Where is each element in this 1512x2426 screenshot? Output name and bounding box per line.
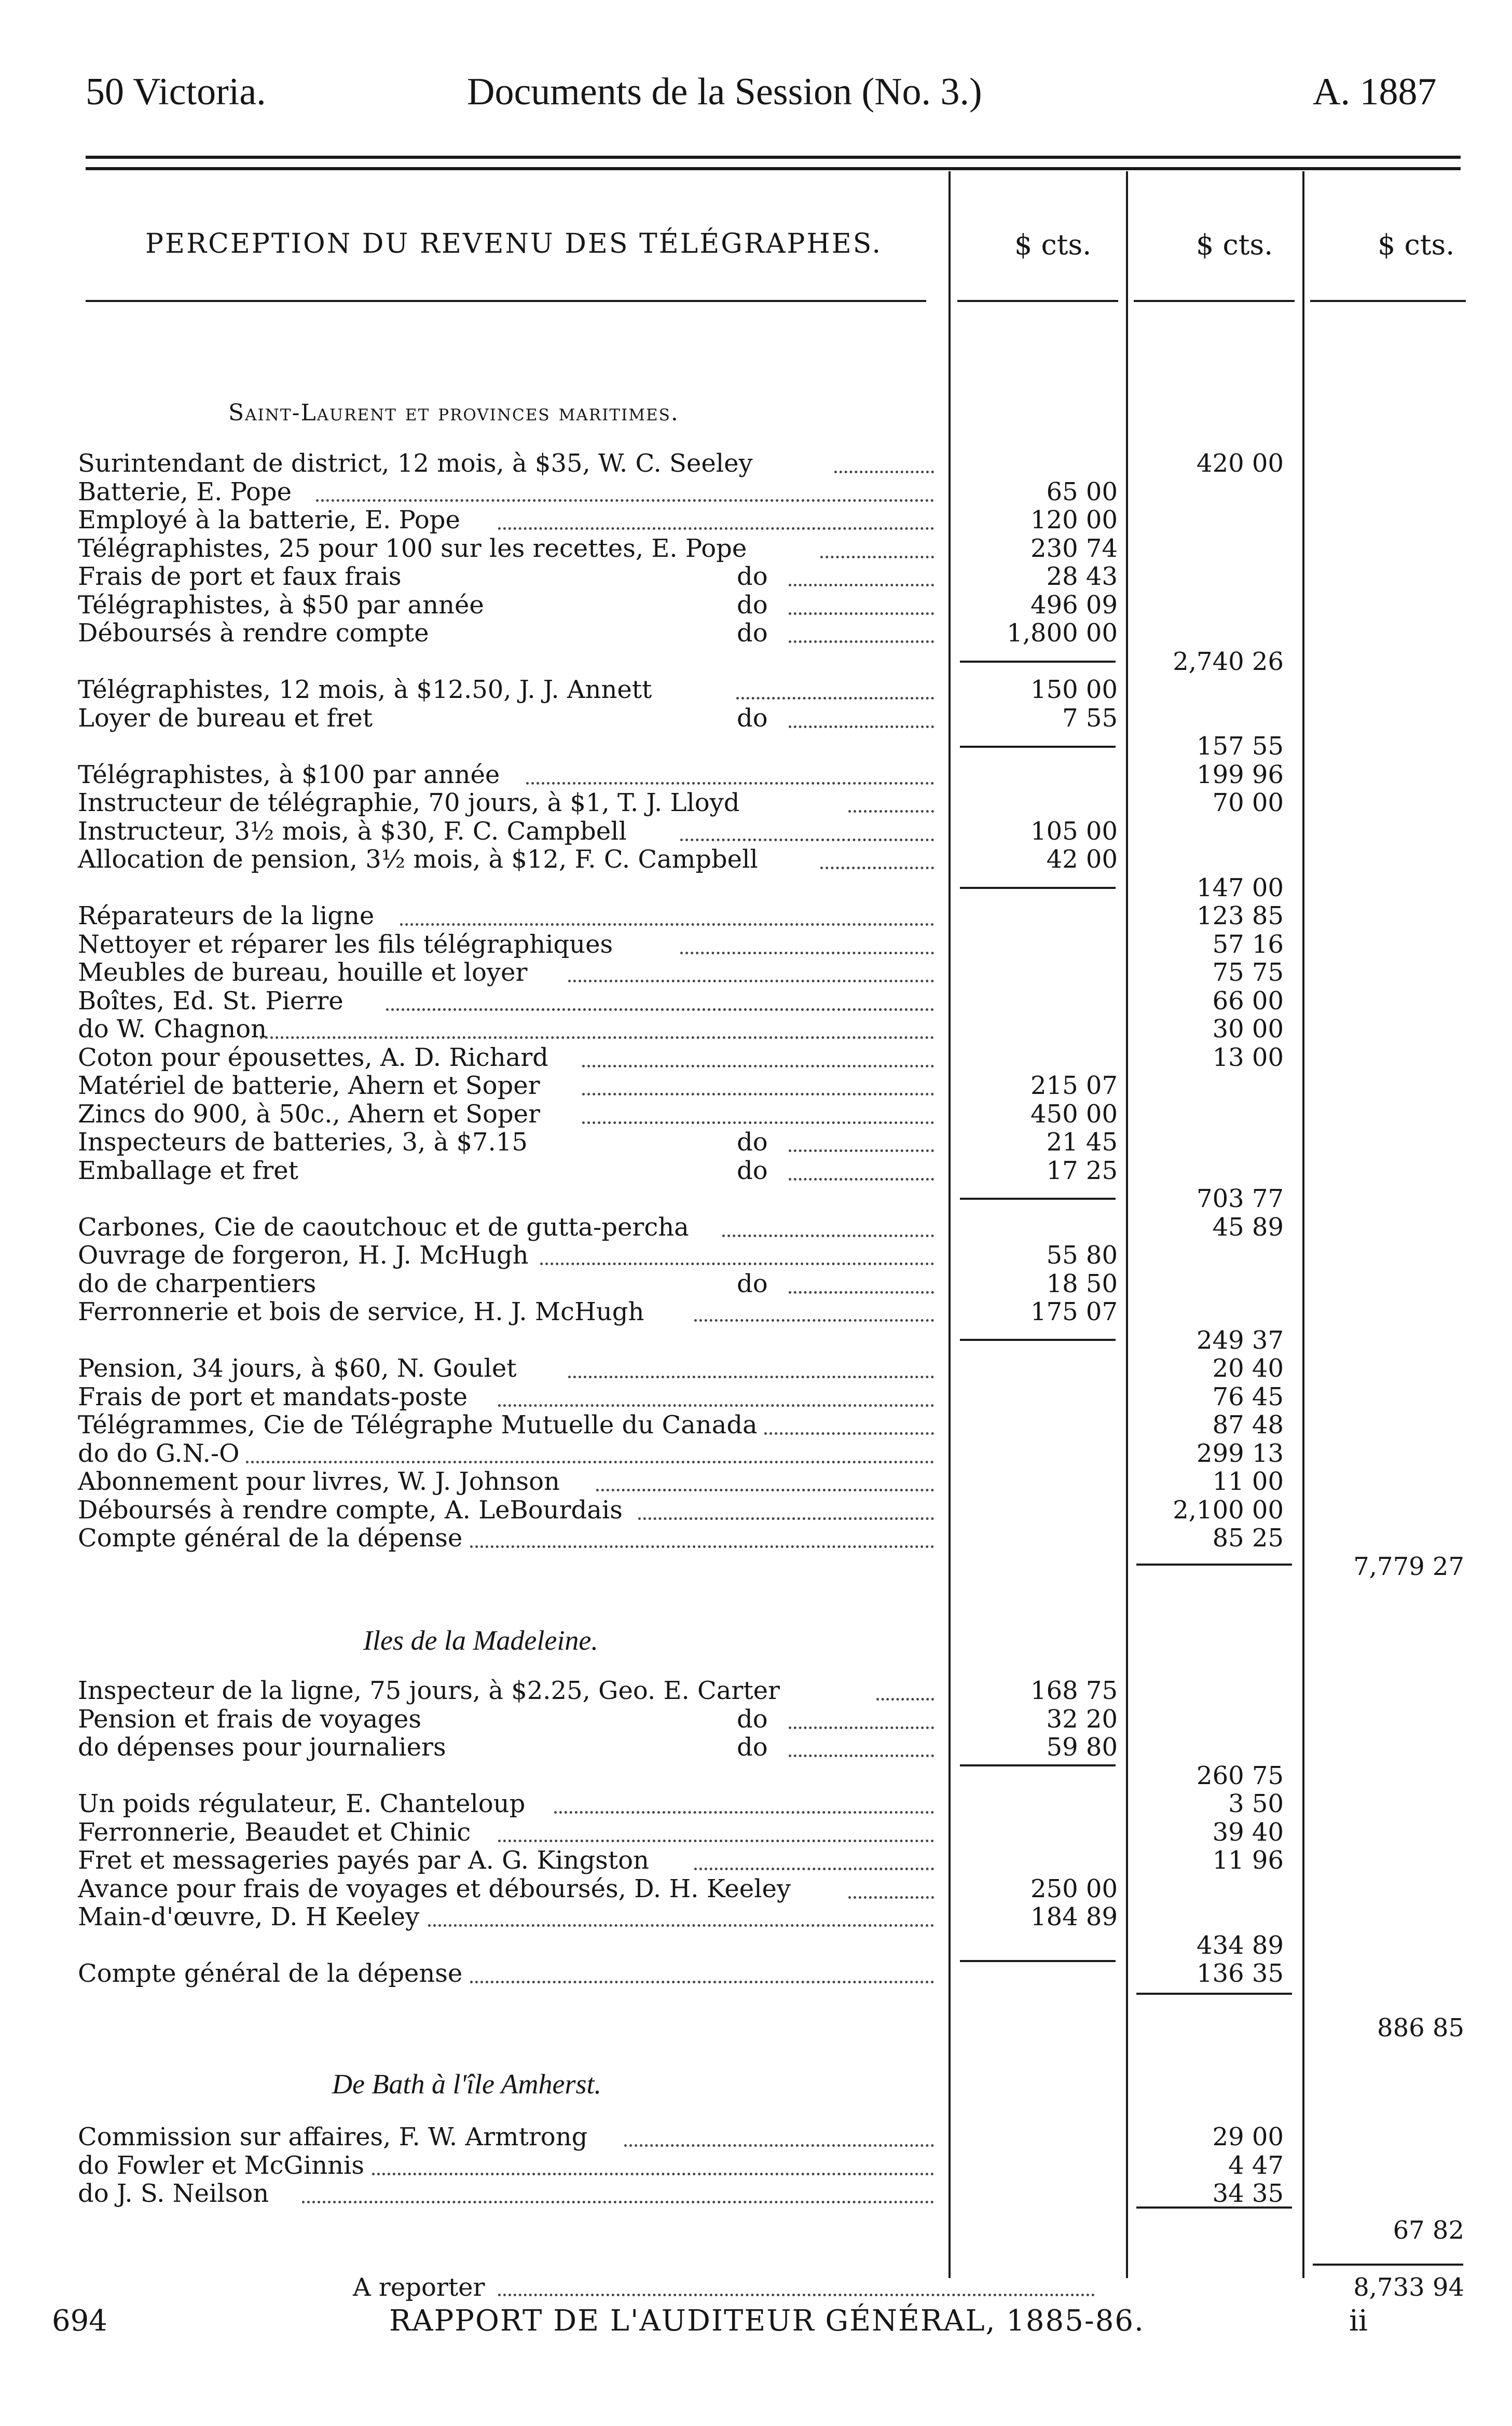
amount-c2: 39 40	[1212, 1817, 1284, 1847]
leader-dots	[789, 720, 934, 728]
table-row	[0, 930, 1512, 958]
leader-dots	[470, 1540, 934, 1548]
row-description: Loyer de bureau et fret	[78, 703, 373, 733]
leader-dots	[596, 1484, 934, 1491]
header-rule-top	[86, 156, 1461, 159]
leader-dots	[789, 1173, 934, 1181]
table-row	[0, 1071, 1512, 1099]
table-row	[0, 1439, 1512, 1467]
leader-dots	[246, 1456, 934, 1463]
row-description: Télégraphistes, à $50 par année	[78, 590, 484, 620]
amount-c1: 59 80	[1046, 1733, 1118, 1762]
row-description: Avance pour frais de voyages et déboursés, D. H. Keeley	[78, 1874, 791, 1903]
table-row	[0, 1156, 1512, 1184]
table-row	[0, 675, 1512, 703]
row-description: Commission sur affaires, F. W. Armtrong	[78, 2122, 588, 2151]
leader-dots	[498, 1399, 934, 1407]
row-description: Télégraphistes, à $100 par année	[78, 760, 500, 789]
row-description: Déboursés à rendre compte, A. LeBourdais	[78, 1495, 623, 1525]
amount-c1: 17 25	[1046, 1156, 1118, 1185]
leader-dots	[789, 1286, 934, 1294]
leader-dots	[540, 1257, 934, 1265]
table-row	[0, 704, 1512, 732]
row-description: Batterie, E. Pope	[78, 477, 292, 506]
amount-c2: 30 00	[1212, 1015, 1284, 1044]
table-row	[0, 1184, 1512, 1212]
row-ditto: do	[737, 1269, 768, 1298]
col2-header: $ cts.	[1196, 228, 1273, 261]
amount-c2: 76 45	[1212, 1382, 1284, 1411]
leader-dots	[386, 1003, 934, 1011]
table-row	[0, 2151, 1512, 2179]
row-ditto: do	[737, 1156, 768, 1185]
header-underline-1	[86, 300, 926, 302]
table-row	[0, 732, 1512, 760]
subtotal-rule	[960, 887, 1116, 889]
row-ditto: do	[737, 619, 768, 648]
table-row	[0, 1818, 1512, 1846]
leader-dots	[680, 947, 934, 954]
table-row	[0, 1410, 1512, 1438]
amount-c2: 70 00	[1212, 788, 1284, 817]
row-description: Emballage et fret	[78, 1156, 298, 1185]
table-row	[0, 2179, 1512, 2207]
table-row	[0, 1705, 1512, 1733]
subtotal-rule	[960, 1764, 1116, 1766]
leader-dots	[372, 2168, 934, 2175]
amount-c2: 260 75	[1197, 1761, 1284, 1790]
subtotal-rule	[960, 1339, 1116, 1341]
amount-c2: 75 75	[1212, 958, 1284, 987]
col1-header: $ cts.	[1014, 228, 1092, 261]
row-description: do do G.N.-O	[78, 1438, 240, 1468]
subtotal-rule	[960, 746, 1116, 748]
amount-c2: 136 35	[1197, 1959, 1284, 1988]
row-ditto: do	[737, 703, 768, 733]
leader-dots	[526, 777, 934, 785]
amount-c2: 4 47	[1228, 2150, 1284, 2180]
amount-c1: 120 00	[1030, 505, 1118, 534]
leader-dots	[789, 1721, 934, 1729]
table-row	[0, 986, 1512, 1015]
carry-label: A reporter	[353, 2273, 485, 2302]
leader-dots	[789, 635, 934, 643]
leader-dots	[638, 1512, 934, 1520]
leader-dots	[789, 607, 934, 615]
leader-dots	[582, 1088, 934, 1095]
amount-c1: 42 00	[1046, 845, 1118, 874]
leader-dots	[876, 1693, 934, 1701]
amount-c2: 199 96	[1197, 760, 1284, 789]
amount-c1: 496 09	[1030, 590, 1118, 620]
table-row	[0, 1524, 1512, 1552]
table-row	[0, 958, 1512, 986]
row-description: Carbones, Cie de caoutchouc et de gutta-percha	[78, 1212, 689, 1242]
row-description: Pension, 34 jours, à $60, N. Goulet	[78, 1354, 517, 1383]
table-row	[0, 1789, 1512, 1817]
table-row	[0, 1552, 1512, 1580]
amount-c1: 7 55	[1062, 703, 1118, 733]
leader-dots	[302, 2196, 934, 2203]
table-row	[0, 873, 1512, 901]
amount-c2: 2,740 26	[1173, 647, 1284, 676]
section-title-iles-madeleine: Iles de la Madeleine.	[363, 1625, 598, 1656]
amount-c2: 2,100 00	[1173, 1495, 1284, 1525]
row-description: Zincs do 900, à 50c., Ahern et Soper	[78, 1099, 540, 1129]
amount-c1: 18 50	[1046, 1269, 1118, 1298]
row-description: Réparateurs de la ligne	[78, 901, 375, 930]
row-ditto: do	[737, 562, 768, 591]
table-row	[0, 1241, 1512, 1269]
table-row	[0, 1959, 1512, 1987]
row-description: Coton pour épousettes, A. D. Richard	[78, 1043, 548, 1072]
amount-c2: 20 40	[1212, 1354, 1284, 1383]
row-description: Ferronnerie, Beaudet et Chinic	[78, 1817, 471, 1847]
section-title-bath-amherst: De Bath à l'île Amherst.	[332, 2068, 601, 2100]
amount-c2: 434 89	[1197, 1930, 1284, 1960]
section-total-bath: 67 82	[1393, 2216, 1464, 2245]
amount-c1: 450 00	[1030, 1099, 1118, 1129]
subtotal-rule	[960, 661, 1116, 663]
table-row	[0, 1043, 1512, 1071]
amount-c1: 28 43	[1046, 562, 1118, 591]
leader-dots	[789, 1144, 934, 1152]
leader-dots	[694, 1862, 934, 1870]
amount-c2: 13 00	[1212, 1043, 1284, 1072]
row-description: Allocation de pension, 3½ mois, à $12, F. C. Campbell	[78, 845, 758, 874]
leader-dots	[820, 551, 934, 558]
table-row	[0, 1733, 1512, 1761]
row-description: Compte général de la dépense	[78, 1524, 463, 1553]
table-row	[0, 901, 1512, 929]
amount-c1: 150 00	[1030, 675, 1118, 704]
leader-dots	[260, 1031, 934, 1039]
row-description: Télégraphistes, 25 pour 100 sur les recettes, E. Pope	[78, 533, 747, 563]
row-description: Matériel de batterie, Ahern et Soper	[78, 1071, 540, 1100]
leader-dots	[722, 1229, 934, 1237]
amount-c2: 11 00	[1212, 1467, 1284, 1496]
amount-c3: 7,779 27	[1353, 1552, 1464, 1581]
table-row	[0, 1269, 1512, 1297]
leader-dots	[764, 1427, 934, 1435]
leader-dots	[428, 1919, 934, 1927]
table-row	[0, 1676, 1512, 1704]
row-ditto: do	[737, 1128, 768, 1157]
table-row	[0, 2122, 1512, 2150]
amount-c2: 420 00	[1197, 449, 1284, 478]
table-row	[0, 1496, 1512, 1524]
amount-c1: 250 00	[1030, 1874, 1118, 1903]
header-volume: 50 Victoria.	[86, 71, 266, 113]
amount-c1: 55 80	[1046, 1241, 1118, 1270]
table-row	[0, 562, 1512, 590]
table-row	[0, 1297, 1512, 1325]
carry-leader-dots	[498, 2288, 1095, 2296]
row-description: Meubles de bureau, houille et loyer	[78, 958, 528, 987]
amount-c2: 299 13	[1197, 1438, 1284, 1468]
row-description: Inspecteur de la ligne, 75 jours, à $2.25, Geo. E. Carter	[78, 1676, 780, 1705]
amount-c2: 11 96	[1212, 1846, 1284, 1875]
row-ditto: do	[737, 1704, 768, 1734]
amount-c1: 168 75	[1030, 1676, 1118, 1705]
table-row	[0, 1467, 1512, 1495]
table-row	[0, 1128, 1512, 1156]
row-description: Ouvrage de forgeron, H. J. McHugh	[78, 1241, 529, 1270]
leader-dots	[498, 1834, 934, 1842]
subtotal-rule	[1136, 1993, 1292, 1995]
leader-dots	[789, 1749, 934, 1757]
header-year: A. 1887	[1313, 71, 1437, 113]
leader-dots	[680, 833, 934, 841]
amount-c1: 230 74	[1030, 533, 1118, 563]
leader-dots	[568, 1370, 934, 1378]
header-title: Documents de la Session (No. 3.)	[467, 71, 982, 113]
row-description: Instructeur de télégraphie, 70 jours, à $1, T. J. Lloyd	[78, 788, 740, 817]
table-row	[0, 1931, 1512, 1959]
row-description: Inspecteurs de batteries, 3, à $7.15	[78, 1128, 528, 1157]
row-description: do dépenses pour journaliers	[78, 1733, 446, 1762]
subtotal-rule	[1136, 1564, 1292, 1566]
subtotal-rule	[960, 1960, 1116, 1962]
amount-c2: 45 89	[1212, 1212, 1284, 1242]
amount-c2: 157 55	[1197, 732, 1284, 761]
row-description: Surintendant de district, 12 mois, à $35, W. C. Seeley	[78, 449, 753, 478]
page-number: 694	[52, 2304, 107, 2338]
row-description: Ferronnerie et bois de service, H. J. McHugh	[78, 1297, 644, 1326]
row-description: Nettoyer et réparer les fils télégraphiques	[78, 929, 613, 959]
table-row	[0, 647, 1512, 675]
row-description: Télégrammes, Cie de Télégraphe Mutuelle du Canada	[78, 1410, 758, 1440]
leader-dots	[848, 1891, 934, 1899]
amount-c1: 65 00	[1046, 477, 1118, 506]
amount-c2: 147 00	[1197, 873, 1284, 902]
table-row	[0, 1326, 1512, 1354]
table-row	[0, 760, 1512, 788]
table-row	[0, 845, 1512, 873]
amount-c1: 105 00	[1030, 816, 1118, 846]
row-description: do Fowler et McGinnis	[78, 2150, 364, 2180]
leader-dots	[789, 579, 934, 586]
footer-title: RAPPORT DE L'AUDITEUR GÉNÉRAL, 1885-86.	[389, 2304, 1145, 2338]
section-total-madeleine: 886 85	[1377, 2013, 1464, 2043]
leader-dots	[694, 1314, 934, 1322]
footer-roman: ii	[1349, 2304, 1368, 2338]
amount-c2: 703 77	[1197, 1184, 1284, 1213]
leader-dots	[568, 975, 934, 982]
table-row	[0, 591, 1512, 619]
leader-dots	[554, 1806, 934, 1814]
table-title: PERCEPTION DU REVENU DES TÉLÉGRAPHES.	[145, 228, 883, 259]
amount-c2: 123 85	[1197, 901, 1284, 930]
leader-dots	[470, 1976, 934, 1983]
table-row	[0, 619, 1512, 647]
row-ditto: do	[737, 590, 768, 620]
amount-c1: 175 07	[1030, 1297, 1118, 1326]
table-row	[0, 817, 1512, 845]
row-description: Employé à la batterie, E. Pope	[78, 505, 460, 534]
table-row	[0, 1846, 1512, 1874]
amount-c1: 215 07	[1030, 1071, 1118, 1100]
row-description: Un poids régulateur, E. Chanteloup	[78, 1789, 526, 1818]
row-description: Pension et frais de voyages	[78, 1704, 421, 1734]
table-row	[0, 1761, 1512, 1789]
amount-c2: 249 37	[1197, 1325, 1284, 1355]
table-row	[0, 1354, 1512, 1382]
row-description: Déboursés à rendre compte	[78, 619, 429, 648]
row-description: Boîtes, Ed. St. Pierre	[78, 986, 343, 1016]
leader-dots	[316, 494, 934, 502]
leader-dots	[848, 805, 934, 813]
amount-c2: 66 00	[1212, 986, 1284, 1016]
row-ditto: do	[737, 1733, 768, 1762]
amount-c2: 57 16	[1212, 929, 1284, 959]
subtotal-rule	[960, 1198, 1116, 1200]
row-description: Frais de port et mandats-poste	[78, 1382, 468, 1411]
row-description: Main-d'œuvre, D. H Keeley	[78, 1902, 420, 1931]
table-row	[0, 788, 1512, 816]
leader-dots	[834, 465, 934, 473]
leader-dots	[582, 1116, 934, 1124]
table-row	[0, 1902, 1512, 1930]
table-row	[0, 1015, 1512, 1043]
amount-c1: 184 89	[1030, 1902, 1118, 1931]
row-description: do J. S. Neilson	[78, 2179, 269, 2208]
table-row	[0, 1213, 1512, 1241]
row-description: Abonnement pour livres, W. J. Johnson	[78, 1467, 560, 1496]
amount-c1: 1,800 00	[1007, 619, 1118, 648]
amount-c1: 32 20	[1046, 1704, 1118, 1734]
carry-value: 8,733 94	[1353, 2273, 1464, 2302]
table-row	[0, 1874, 1512, 1902]
amount-c2: 34 35	[1212, 2179, 1284, 2208]
amount-c1: 21 45	[1046, 1128, 1118, 1157]
table-row	[0, 449, 1512, 477]
header-underline-4	[1310, 300, 1466, 302]
table-row	[0, 505, 1512, 533]
leader-dots	[400, 918, 934, 926]
row-description: do de charpentiers	[78, 1269, 317, 1298]
amount-c2: 3 50	[1228, 1789, 1284, 1818]
header-underline-3	[1134, 300, 1295, 302]
table-row	[0, 1382, 1512, 1410]
leader-dots	[498, 522, 934, 530]
row-description: Frais de port et faux frais	[78, 562, 402, 591]
table-row	[0, 1100, 1512, 1128]
carry-rule	[1313, 2264, 1463, 2266]
table-row	[0, 477, 1512, 505]
row-description: do W. Chagnon	[78, 1015, 267, 1044]
leader-dots	[820, 861, 934, 869]
header-underline-2	[957, 300, 1118, 302]
header-rule-bottom	[86, 167, 1461, 170]
amount-c2: 85 25	[1212, 1524, 1284, 1553]
row-description: Télégraphistes, 12 mois, à $12.50, J. J. Annett	[78, 675, 652, 704]
amount-c2: 87 48	[1212, 1410, 1284, 1440]
row-description: Instructeur, 3½ mois, à $30, F. C. Campbell	[78, 816, 627, 846]
col3-header: $ cts.	[1378, 228, 1455, 261]
row-description: Compte général de la dépense	[78, 1959, 463, 1988]
section-title-saint-laurent: Saint-Laurent et provinces maritimes.	[228, 400, 679, 426]
leader-dots	[736, 692, 934, 700]
row-description: Fret et messageries payés par A. G. Kingston	[78, 1846, 649, 1875]
table-row	[0, 534, 1512, 562]
leader-dots	[582, 1060, 934, 1067]
leader-dots	[624, 2139, 934, 2147]
subtotal-rule	[1136, 2206, 1292, 2209]
amount-c2: 29 00	[1212, 2122, 1284, 2151]
